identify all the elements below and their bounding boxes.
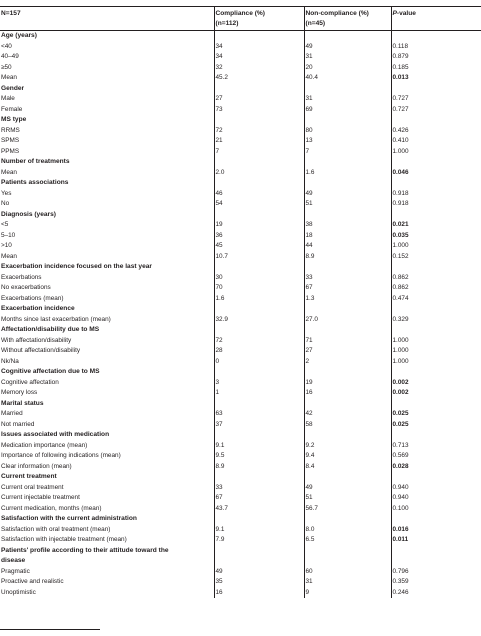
noncompliance-value: 7 xyxy=(304,147,391,158)
p-value-cell xyxy=(391,472,481,483)
p-value: 0.426 xyxy=(391,126,481,137)
p-value: 1.000 xyxy=(391,241,481,252)
noncompliance-value: 13 xyxy=(304,136,391,147)
noncompliance-cell xyxy=(304,210,391,221)
row-label: Importance of following indications (mean) xyxy=(1,452,121,459)
noncompliance-value: 80 xyxy=(304,126,391,137)
noncompliance-value: 60 xyxy=(304,567,391,578)
noncompliance-value: 20 xyxy=(304,63,391,74)
noncompliance-cell xyxy=(304,115,391,126)
row-label: Married xyxy=(1,410,23,417)
noncompliance-cell xyxy=(304,367,391,378)
header-noncompliance xyxy=(304,7,391,31)
p-value-cell xyxy=(391,178,481,189)
table-row xyxy=(0,378,481,389)
compliance-value: 7.9 xyxy=(214,535,304,546)
table-row xyxy=(0,336,481,347)
p-value: 0.025 xyxy=(391,420,481,431)
section-title: Exacerbation incidence focused on the last year xyxy=(1,263,152,270)
noncompliance-cell xyxy=(304,556,391,567)
compliance-value: 1 xyxy=(214,388,304,399)
p-value: 0.028 xyxy=(391,462,481,473)
row-label: Medication importance (mean) xyxy=(1,441,88,449)
table-row xyxy=(0,147,481,158)
p-value-cell xyxy=(391,115,481,126)
row-label: Clear information (mean) xyxy=(1,462,72,470)
p-value: 0.011 xyxy=(391,535,481,546)
table-row xyxy=(0,105,481,116)
noncompliance-value: 1.3 xyxy=(304,294,391,305)
compliance-cell xyxy=(214,430,304,441)
p-value-cell xyxy=(391,262,481,273)
noncompliance-value: 49 xyxy=(304,189,391,200)
noncompliance-value: 56.7 xyxy=(304,504,391,515)
compliance-value: 37 xyxy=(214,420,304,431)
section-title: Satisfaction with the current administration xyxy=(1,515,137,522)
compliance-value: 33 xyxy=(214,483,304,494)
compliance-table xyxy=(0,6,481,598)
compliance-value: 2.0 xyxy=(214,168,304,179)
compliance-cell xyxy=(214,262,304,273)
noncompliance-cell xyxy=(304,31,391,42)
p-value: 0.329 xyxy=(391,315,481,326)
noncompliance-value: 9.2 xyxy=(304,441,391,452)
p-value: 0.862 xyxy=(391,283,481,294)
p-value: 0.569 xyxy=(391,451,481,462)
compliance-value: 10.7 xyxy=(214,252,304,263)
noncompliance-value: 8.9 xyxy=(304,252,391,263)
p-value: 0.002 xyxy=(391,388,481,399)
section-header-row xyxy=(0,304,481,315)
compliance-value: 72 xyxy=(214,336,304,347)
section-title: Marital status xyxy=(1,399,44,407)
header-noncompliance-label: Non-compliance (%) xyxy=(305,10,369,17)
header-compliance-n: (n=112) xyxy=(215,20,239,27)
compliance-value: 72 xyxy=(214,126,304,137)
section-title: Number of treatments xyxy=(1,158,70,165)
p-value-cell xyxy=(391,210,481,221)
noncompliance-value: 51 xyxy=(304,493,391,504)
noncompliance-value: 18 xyxy=(304,231,391,242)
p-value: 0.879 xyxy=(391,52,481,63)
compliance-value: 54 xyxy=(214,199,304,210)
compliance-cell xyxy=(214,31,304,42)
table-row xyxy=(0,357,481,368)
section-header-row xyxy=(0,157,481,168)
noncompliance-cell xyxy=(304,304,391,315)
noncompliance-value: 31 xyxy=(304,52,391,63)
noncompliance-cell xyxy=(304,157,391,168)
p-value: 0.713 xyxy=(391,441,481,452)
row-label: Female xyxy=(1,105,23,113)
row-label: ≥50 xyxy=(1,63,12,71)
row-label: Nk/Na xyxy=(1,357,19,365)
table-row xyxy=(0,42,481,53)
row-label: PPMS xyxy=(1,147,20,155)
compliance-cell xyxy=(214,556,304,567)
table-row xyxy=(0,588,481,599)
row-label: Mean xyxy=(1,168,17,176)
compliance-value: 16 xyxy=(214,588,304,599)
row-label: Current medication, months (mean) xyxy=(1,504,102,512)
row-label: Satisfaction with injectable treatment (mean) xyxy=(1,536,127,543)
section-title: Diagnosis (years) xyxy=(1,210,56,218)
noncompliance-value: 49 xyxy=(304,483,391,494)
p-value: 0.410 xyxy=(391,136,481,147)
noncompliance-value: 1.6 xyxy=(304,168,391,179)
p-value-cell xyxy=(391,304,481,315)
section-header-row xyxy=(0,472,481,483)
row-label: Mean xyxy=(1,252,17,260)
noncompliance-value: 9 xyxy=(304,588,391,599)
compliance-value: 9.1 xyxy=(214,441,304,452)
table-row xyxy=(0,462,481,473)
p-value: 0.185 xyxy=(391,63,481,74)
compliance-cell xyxy=(214,84,304,95)
header-compliance-label: Compliance (%) xyxy=(215,10,265,17)
row-label: >10 xyxy=(1,242,12,249)
compliance-value: 8.9 xyxy=(214,462,304,473)
table-body xyxy=(0,31,481,599)
p-value-cell xyxy=(391,157,481,168)
section-header-row xyxy=(0,325,481,336)
noncompliance-cell xyxy=(304,546,391,557)
p-value: 0.918 xyxy=(391,199,481,210)
table-row xyxy=(0,315,481,326)
table-row xyxy=(0,136,481,147)
section-header-row xyxy=(0,367,481,378)
table-row xyxy=(0,273,481,284)
section-header-row xyxy=(0,115,481,126)
table-row xyxy=(0,241,481,252)
p-value: 1.000 xyxy=(391,357,481,368)
table-row xyxy=(0,220,481,231)
compliance-value: 32.9 xyxy=(214,315,304,326)
row-label: 40–49 xyxy=(1,53,19,60)
noncompliance-cell xyxy=(304,262,391,273)
section-title: MS type xyxy=(1,116,27,123)
p-value: 0.016 xyxy=(391,525,481,536)
noncompliance-cell xyxy=(304,514,391,525)
compliance-value: 34 xyxy=(214,52,304,63)
section-header-row xyxy=(0,210,481,221)
table-row xyxy=(0,493,481,504)
header-p-suffix: -value xyxy=(396,10,416,17)
footnote-area xyxy=(0,631,481,636)
footer-rule xyxy=(0,629,100,630)
p-value: 0.796 xyxy=(391,567,481,578)
row-label: Cognitive affectation xyxy=(1,378,59,386)
row-label: Satisfaction with oral treatment (mean) xyxy=(1,525,111,533)
p-value: 0.002 xyxy=(391,378,481,389)
section-title: Issues associated with medication xyxy=(1,431,110,438)
row-label: Without affectation/disability xyxy=(1,347,81,354)
noncompliance-cell xyxy=(304,472,391,483)
table-row xyxy=(0,52,481,63)
row-label: <40 xyxy=(1,42,12,50)
noncompliance-value: 71 xyxy=(304,336,391,347)
compliance-cell xyxy=(214,546,304,557)
section-title: Age (years) xyxy=(1,32,37,39)
table-row xyxy=(0,189,481,200)
section-title: Affectation/disability due to MS xyxy=(1,326,100,333)
section-title: Exacerbation incidence xyxy=(1,305,75,312)
table-row xyxy=(0,346,481,357)
noncompliance-value: 27 xyxy=(304,346,391,357)
p-value: 0.035 xyxy=(391,231,481,242)
p-value: 0.359 xyxy=(391,577,481,588)
noncompliance-cell xyxy=(304,84,391,95)
table-row xyxy=(0,294,481,305)
table-row xyxy=(0,409,481,420)
table-row xyxy=(0,420,481,431)
p-value-cell xyxy=(391,546,481,557)
noncompliance-cell xyxy=(304,325,391,336)
noncompliance-value: 49 xyxy=(304,42,391,53)
section-header-row xyxy=(0,546,481,557)
p-value-cell xyxy=(391,84,481,95)
table-row xyxy=(0,525,481,536)
noncompliance-cell xyxy=(304,178,391,189)
table-row xyxy=(0,231,481,242)
row-label: RRMS xyxy=(1,126,20,134)
row-label: Current oral treatment xyxy=(1,483,64,491)
compliance-cell xyxy=(214,157,304,168)
section-title: Gender xyxy=(1,84,25,92)
noncompliance-value: 31 xyxy=(304,94,391,105)
header-compliance xyxy=(214,7,304,31)
p-value: 0.013 xyxy=(391,73,481,84)
compliance-value: 7 xyxy=(214,147,304,158)
table-row xyxy=(0,94,481,105)
table-row xyxy=(0,504,481,515)
compliance-value: 28 xyxy=(214,346,304,357)
table-row xyxy=(0,535,481,546)
p-value: 0.727 xyxy=(391,105,481,116)
noncompliance-value: 8.4 xyxy=(304,462,391,473)
section-header-row xyxy=(0,556,481,567)
noncompliance-value: 44 xyxy=(304,241,391,252)
compliance-value: 49 xyxy=(214,567,304,578)
compliance-value: 36 xyxy=(214,231,304,242)
header-p-letter: P xyxy=(392,10,397,17)
p-value: 1.000 xyxy=(391,346,481,357)
table-header-row xyxy=(0,7,481,31)
row-label: Mean xyxy=(1,74,17,81)
noncompliance-value: 31 xyxy=(304,577,391,588)
noncompliance-cell xyxy=(304,399,391,410)
compliance-cell xyxy=(214,178,304,189)
compliance-value: 32 xyxy=(214,63,304,74)
p-value-cell xyxy=(391,430,481,441)
noncompliance-value: 6.5 xyxy=(304,535,391,546)
noncompliance-value: 40.4 xyxy=(304,73,391,84)
row-label: 5–10 xyxy=(1,231,16,239)
compliance-value: 21 xyxy=(214,136,304,147)
compliance-value: 9.5 xyxy=(214,451,304,462)
row-label: Not married xyxy=(1,420,35,428)
table-row xyxy=(0,283,481,294)
compliance-value: 34 xyxy=(214,42,304,53)
row-label: With affectation/disability xyxy=(1,336,72,344)
table-row xyxy=(0,73,481,84)
table-row xyxy=(0,63,481,74)
p-value: 1.000 xyxy=(391,336,481,347)
table-row xyxy=(0,577,481,588)
compliance-value: 70 xyxy=(214,283,304,294)
p-value: 0.940 xyxy=(391,493,481,504)
compliance-value: 67 xyxy=(214,493,304,504)
compliance-cell xyxy=(214,399,304,410)
compliance-cell xyxy=(214,325,304,336)
noncompliance-value: 67 xyxy=(304,283,391,294)
compliance-value: 9.1 xyxy=(214,525,304,536)
compliance-value: 3 xyxy=(214,378,304,389)
compliance-cell xyxy=(214,367,304,378)
table-row xyxy=(0,483,481,494)
row-label: No xyxy=(1,200,10,207)
section-header-row xyxy=(0,262,481,273)
p-value-cell xyxy=(391,399,481,410)
header-n: N=157 xyxy=(0,7,214,31)
section-header-row xyxy=(0,430,481,441)
p-value-cell xyxy=(391,325,481,336)
section-header-row xyxy=(0,178,481,189)
table-row xyxy=(0,168,481,179)
section-title: Current treatment xyxy=(1,473,57,480)
row-label: <5 xyxy=(1,221,9,228)
section-title: Patients' profile according to their attitude toward the xyxy=(1,546,169,554)
p-value-cell xyxy=(391,514,481,525)
noncompliance-value: 69 xyxy=(304,105,391,116)
noncompliance-value: 51 xyxy=(304,199,391,210)
row-label: Exacerbations xyxy=(1,273,42,281)
compliance-value: 73 xyxy=(214,105,304,116)
compliance-value: 35 xyxy=(214,577,304,588)
p-value: 0.100 xyxy=(391,504,481,515)
row-label: Current injectable treatment xyxy=(1,494,80,501)
row-label: Proactive and realistic xyxy=(1,578,64,585)
section-header-row xyxy=(0,399,481,410)
compliance-value: 0 xyxy=(214,357,304,368)
row-label: Exacerbations (mean) xyxy=(1,294,64,302)
compliance-value: 45 xyxy=(214,241,304,252)
section-header-row xyxy=(0,84,481,95)
row-label: No exacerbations xyxy=(1,284,51,291)
compliance-value: 45.2 xyxy=(214,73,304,84)
row-label: Memory loss xyxy=(1,389,38,396)
noncompliance-value: 42 xyxy=(304,409,391,420)
table-row xyxy=(0,567,481,578)
noncompliance-value: 9.4 xyxy=(304,451,391,462)
noncompliance-cell xyxy=(304,430,391,441)
section-title: disease xyxy=(1,557,26,564)
p-value: 0.474 xyxy=(391,294,481,305)
noncompliance-value: 19 xyxy=(304,378,391,389)
p-value: 0.727 xyxy=(391,94,481,105)
p-value: 0.246 xyxy=(391,588,481,599)
compliance-value: 19 xyxy=(214,220,304,231)
table-row xyxy=(0,252,481,263)
p-value: 0.021 xyxy=(391,220,481,231)
compliance-cell xyxy=(214,115,304,126)
p-value-cell xyxy=(391,556,481,567)
row-label: Months since last exacerbation (mean) xyxy=(1,315,111,323)
table-row xyxy=(0,441,481,452)
noncompliance-value: 58 xyxy=(304,420,391,431)
table-row xyxy=(0,388,481,399)
section-header-row xyxy=(0,514,481,525)
section-header-row xyxy=(0,31,481,42)
compliance-cell xyxy=(214,514,304,525)
p-value: 0.025 xyxy=(391,409,481,420)
p-value: 0.918 xyxy=(391,189,481,200)
compliance-cell xyxy=(214,304,304,315)
compliance-value: 63 xyxy=(214,409,304,420)
p-value: 1.000 xyxy=(391,147,481,158)
row-label: SPMS xyxy=(1,137,20,144)
header-p-value xyxy=(391,7,481,31)
row-label: Pragmatic xyxy=(1,567,30,575)
compliance-value: 43.7 xyxy=(214,504,304,515)
p-value: 0.940 xyxy=(391,483,481,494)
p-value: 0.118 xyxy=(391,42,481,53)
row-label: Yes xyxy=(1,189,12,197)
compliance-value: 27 xyxy=(214,94,304,105)
compliance-cell xyxy=(214,472,304,483)
compliance-cell xyxy=(214,210,304,221)
noncompliance-value: 33 xyxy=(304,273,391,284)
table-row xyxy=(0,126,481,137)
p-value-cell xyxy=(391,31,481,42)
table-row xyxy=(0,451,481,462)
compliance-value: 1.6 xyxy=(214,294,304,305)
compliance-value: 46 xyxy=(214,189,304,200)
row-label: Unoptimistic xyxy=(1,588,36,596)
p-value: 0.862 xyxy=(391,273,481,284)
noncompliance-value: 16 xyxy=(304,388,391,399)
p-value: 0.152 xyxy=(391,252,481,263)
p-value-cell xyxy=(391,367,481,378)
noncompliance-value: 8.0 xyxy=(304,525,391,536)
section-title: Cognitive affectation due to MS xyxy=(1,368,100,375)
table-row xyxy=(0,199,481,210)
noncompliance-value: 27.0 xyxy=(304,315,391,326)
header-noncompliance-n: (n=45) xyxy=(305,20,326,27)
row-label: Male xyxy=(1,95,15,102)
section-title: Patients associations xyxy=(1,179,69,186)
noncompliance-value: 38 xyxy=(304,220,391,231)
noncompliance-value: 2 xyxy=(304,357,391,368)
compliance-value: 30 xyxy=(214,273,304,284)
p-value: 0.046 xyxy=(391,168,481,179)
